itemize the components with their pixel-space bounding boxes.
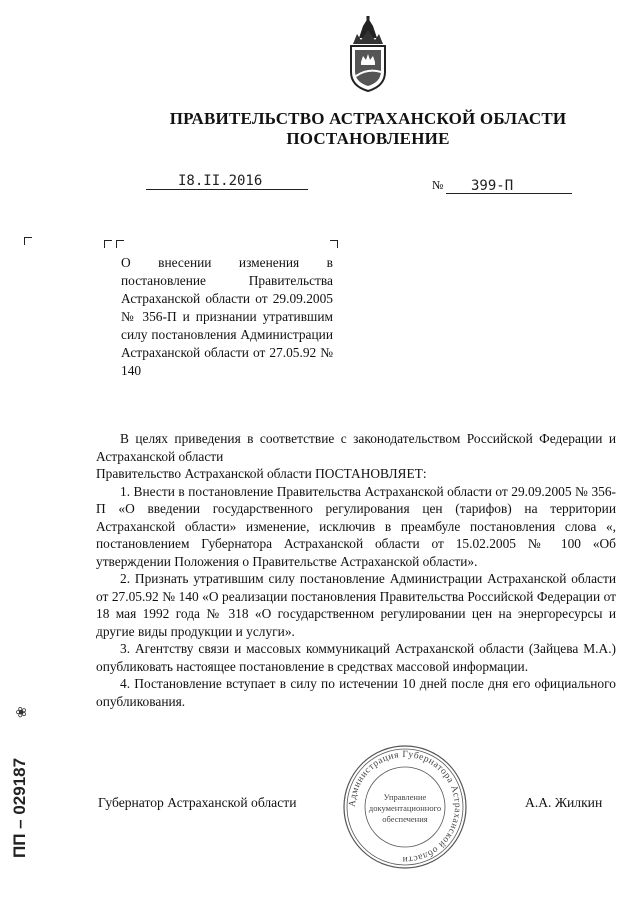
number-sign: № xyxy=(432,178,444,192)
document-type: ПОСТАНОВЛЕНИЕ xyxy=(286,129,450,148)
corner-mark xyxy=(24,237,32,245)
side-code-text: ПП – 029187 xyxy=(10,757,29,858)
document-subject xyxy=(121,254,333,380)
preamble: В целях приведения в соответствие с законодательством Российской Федерации и Астраханской области xyxy=(96,431,616,464)
corner-mark xyxy=(104,240,112,248)
stamp-ring-text: Администрация Губернатора Астраханской области xyxy=(347,749,463,865)
item-2: 2. Признать утратившим силу постановление Администрации Астраханской области от 27.05.92 № 140 «О реализации постановления Правительства Российской Федерации от 18 мая 1992 года № 318 «О государственном регулировании цен на энергоресурсы и другие виды продукции и услуги». xyxy=(96,571,616,639)
corner-mark xyxy=(330,240,338,248)
stamp-line-3: обеспечения xyxy=(382,814,428,824)
document-date: I8.II.2016 xyxy=(178,173,263,189)
subject-text: О внесении изменения в постановление Правительства Астраханской области от 29.09.2005 № 356-П и признании утратившим силу постановления Администрации Астраханской области от 27.05.92 № 140 xyxy=(121,255,333,378)
corner-mark xyxy=(116,240,124,248)
side-registration-code xyxy=(4,700,34,860)
coat-of-arms-icon xyxy=(345,16,391,92)
side-ornament-icon: ❀ xyxy=(14,706,30,718)
signatory-name: А.А. Жилкин xyxy=(525,795,603,810)
date-underline xyxy=(146,189,308,190)
government-title: ПРАВИТЕЛЬСТВО АСТРАХАНСКОЙ ОБЛАСТИ xyxy=(169,109,567,128)
number-underline xyxy=(446,193,572,194)
signatory-title: Губернатор Астраханской области xyxy=(98,795,297,810)
resolves-line: Правительство Астраханской области ПОСТАНОВЛЯЕТ: xyxy=(96,466,427,481)
item-4: 4. Постановление вступает в силу по истечении 10 дней после дня его официального опубликования. xyxy=(96,676,616,709)
item-3: 3. Агентству связи и массовых коммуникаций Астраханской области (Зайцева М.А.) опубликовать настоящее постановление в средствах массовой информации. xyxy=(96,641,616,674)
document-body xyxy=(96,430,616,710)
stamp-line-2: документационного xyxy=(368,803,442,813)
document-number: 399-П xyxy=(471,178,514,194)
item-1: 1. Внести в постановление Правительства Астраханской области от 29.09.2005 № 356-П «О введении государственного регулирования цен (тарифов) на территории Астраханской области» изменение, исключив в преамбуле постановления слова «, постановлением Губернатора Астраханской области от 15.02.2005 № 100 «Об утверждении Положения о Правительстве Астраханской области». xyxy=(96,483,616,569)
official-stamp xyxy=(342,744,468,870)
stamp-line-1: Управление xyxy=(383,792,427,802)
